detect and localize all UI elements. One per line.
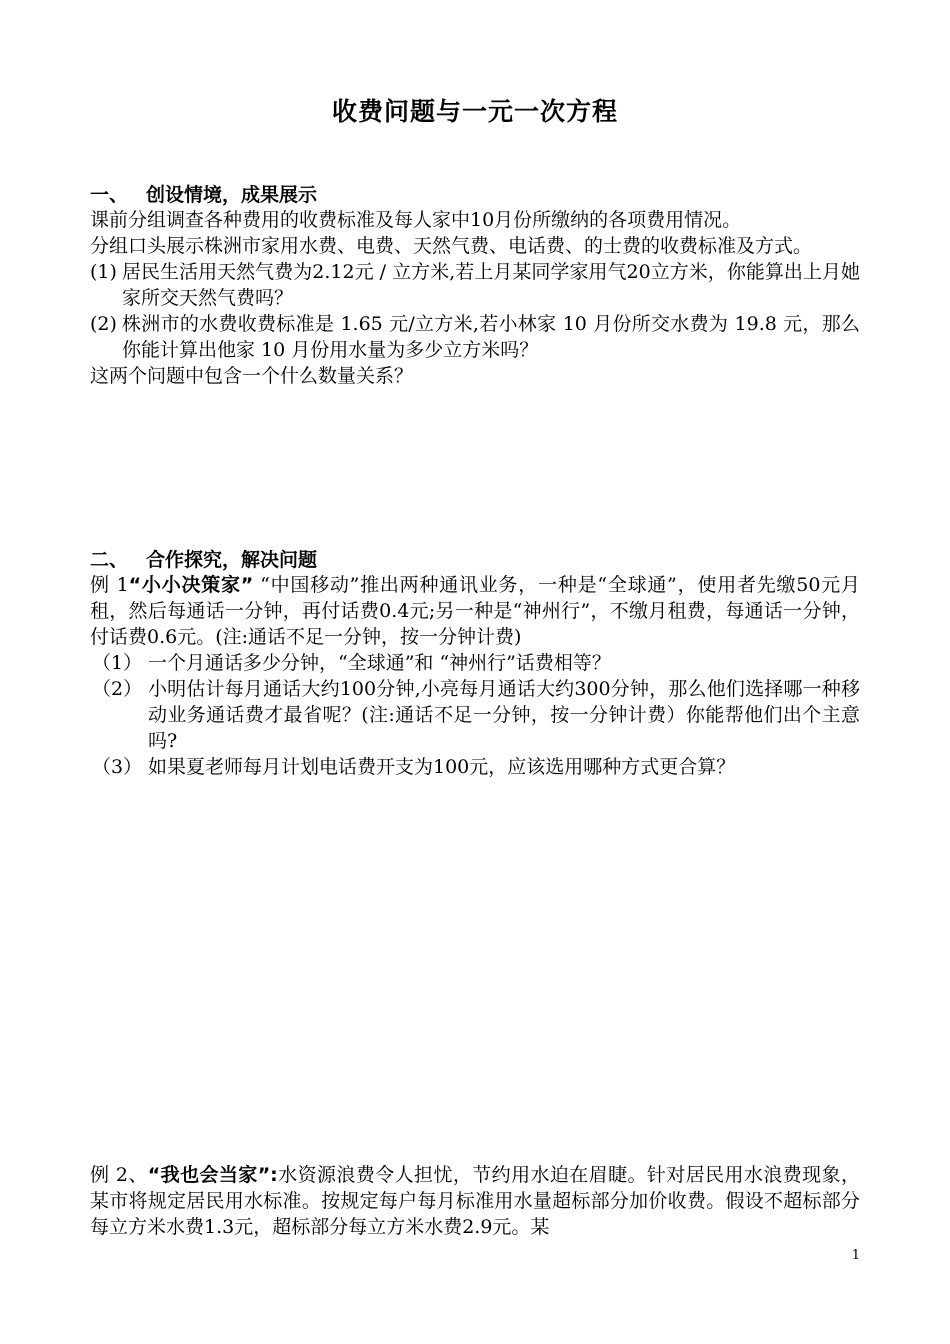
example-2-text: 水资源浪费令人担忧，节约用水迫在眉睫。针对居民用水浪费现象，某市将规定居民用水标准。按规定每户每月标准用水量超标部分加价收费。假设不超标部分每立方米水费1.3元，超标部分每立方米水费2.9元。某 [90,1164,860,1238]
list-item [90,754,860,780]
section-1-title: 创设情境，成果展示 [146,184,318,206]
section-1-number: 一、 [90,184,129,206]
section-1-intro-1: 课前分组调查各种费用的收费标准及每人家中10月份所缴纳的各项费用情况。 [90,209,742,231]
example-1 [90,572,860,780]
list-marker: (1) [90,261,117,283]
section-2-title: 合作探究，解决问题 [146,549,318,571]
list-marker: （3） [92,756,143,778]
list-item [90,676,860,754]
list-item-text: 居民生活用天然气费为2.12元 / 立方米,若上月某同学家用气20立方米，你能算出上月她家所交天然气费吗？ [122,261,860,309]
example-1-bold-title: “小小决策家” [128,574,254,596]
list-item-text: 小明估计每月通话大约100分钟,小亮每月通话大约300分钟，那么他们选择哪一种移动业务通话费才最省呢？(注:通话不足一分钟，按一分钟计费）你能帮他们出个主意吗? [148,678,860,752]
list-item-text: 如果夏老师每月计划电话费开支为100元，应该选用哪种方式更合算？ [148,756,736,778]
example-2-paragraph [90,1162,860,1240]
list-marker: (2) [90,313,117,335]
page-number: 1 [851,1248,860,1263]
example-2 [90,1162,860,1240]
example-2-bold-title: “我也会当家”: [147,1164,278,1186]
example-1-paragraph [90,572,860,650]
list-item [90,311,860,363]
section-1-body [90,207,860,389]
section-2-heading [90,547,317,573]
page-title: 收费问题与一元一次方程 [331,97,618,126]
section-1-intro-2: 分组口头展示株洲市家用水费、电费、天然气费、电话费、的士费的收费标准及方式。 [90,235,813,257]
list-item [90,650,860,676]
example-2-prefix: 例 2、 [90,1164,148,1186]
section-1-question: 这两个问题中包含一个什么数量关系？ [90,365,414,387]
example-1-prefix: 例 1 [90,574,129,596]
list-marker: （1） [92,652,143,674]
section-1-heading [90,182,317,208]
list-item-text: 一个月通话多少分钟，“全球通”和 “神州行”话费相等？ [148,652,611,674]
list-item-text: 株洲市的水费收费标准是 1.65 元/立方米,若小林家 10 月份所交水费为 19.8 元，那么你能计算出他家 10 月份用水量为多少立方米吗？ [122,313,860,361]
list-marker: （2） [92,678,143,700]
section-2-number: 二、 [90,549,129,571]
list-item [90,259,860,311]
example-1-text: “中国移动”推出两种通讯业务，一种是“全球通”，使用者先缴50元月租，然后每通话一分钟，再付话费0.4元;另一种是“神州行”，不缴月租费，每通话一分钟，付话费0.6元。(注:通话不足一分钟，按一分钟计费) [90,574,860,648]
